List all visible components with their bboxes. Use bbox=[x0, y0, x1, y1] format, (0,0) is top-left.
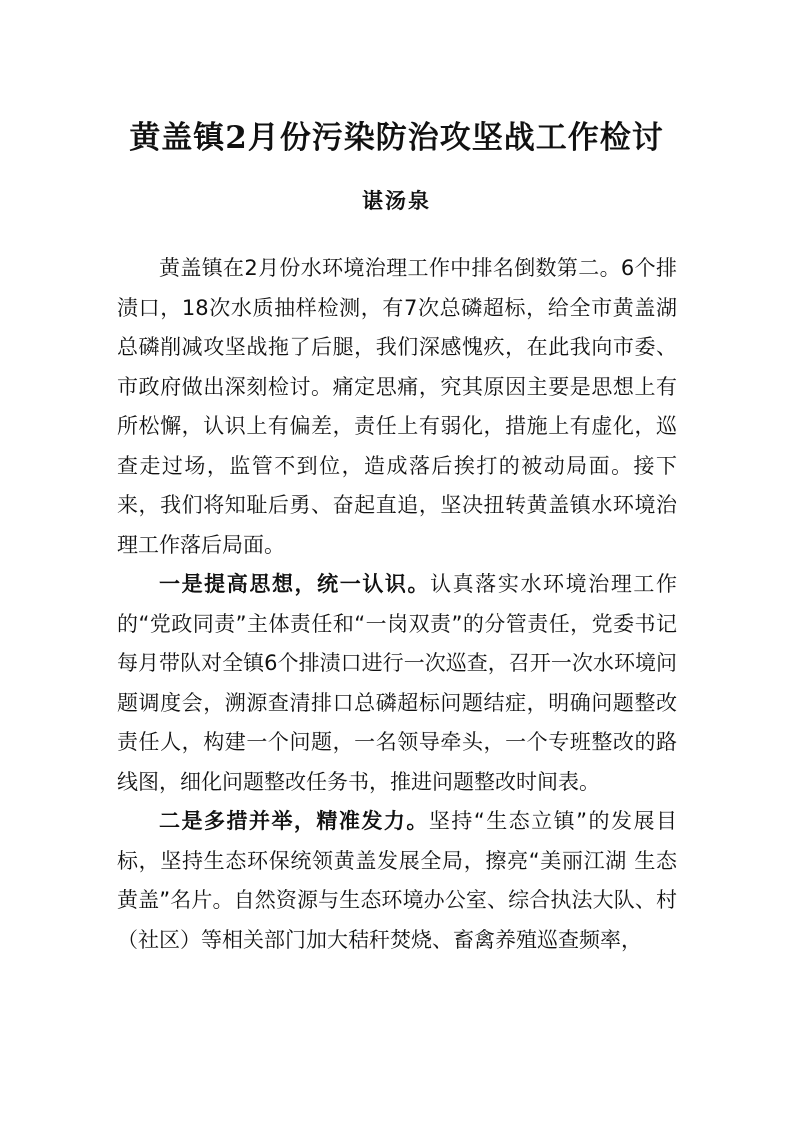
paragraph-lead: 二是多措并举，精准发力。 bbox=[159, 809, 429, 833]
document-title: 黄盖镇2月份污染防治攻坚战工作检讨 bbox=[129, 120, 664, 156]
paragraph-point-one bbox=[117, 565, 677, 802]
document-body bbox=[117, 249, 677, 960]
paragraph-text: 黄盖镇在2月份水环境治理工作中排名倒数第二。6个排渍口，18次水质抽样检测，有7次总磷超标，给全市黄盖湖总磷削减攻坚战拖了后腿，我们深感愧疚，在此我向市委、市政府做出深刻检讨。痛定思痛，究其原因主要是思想上有所松懈，认识上有偏差，责任上有弱化，措施上有虚化，巡查走过场，监管不到位，造成落后挨打的被动局面。接下来，我们将知耻后勇、奋起直追，坚决扭转黄盖镇水环境治理工作落后局面。 bbox=[117, 256, 677, 557]
document-author: 谌汤泉 bbox=[362, 189, 431, 213]
paragraph-intro bbox=[117, 249, 677, 565]
paragraph-point-two bbox=[117, 802, 677, 960]
paragraph-lead: 一是提高思想，统一认识。 bbox=[159, 572, 431, 596]
paragraph-text: 认真落实水环境治理工作的“党政同责”主体责任和“一岗双责”的分管责任，党委书记每月带队对全镇6个排渍口进行一次巡查，召开一次水环境问题调度会，溯源查清排口总磷超标问题结症，明确问题整改责任人，构建一个问题，一名领导牵头，一个专班整改的路线图，细化问题整改任务书，推进问题整改时间表。 bbox=[117, 572, 678, 794]
paragraph-text: 坚持“生态立镇”的发展目标，坚持生态环保统领黄盖发展全局，擦亮“美丽江湖 生态黄盖”名片。自然资源与生态环境办公室、综合执法大队、村（社区）等相关部门加大秸秆焚烧、畜禽养殖巡查频率， bbox=[117, 809, 678, 952]
